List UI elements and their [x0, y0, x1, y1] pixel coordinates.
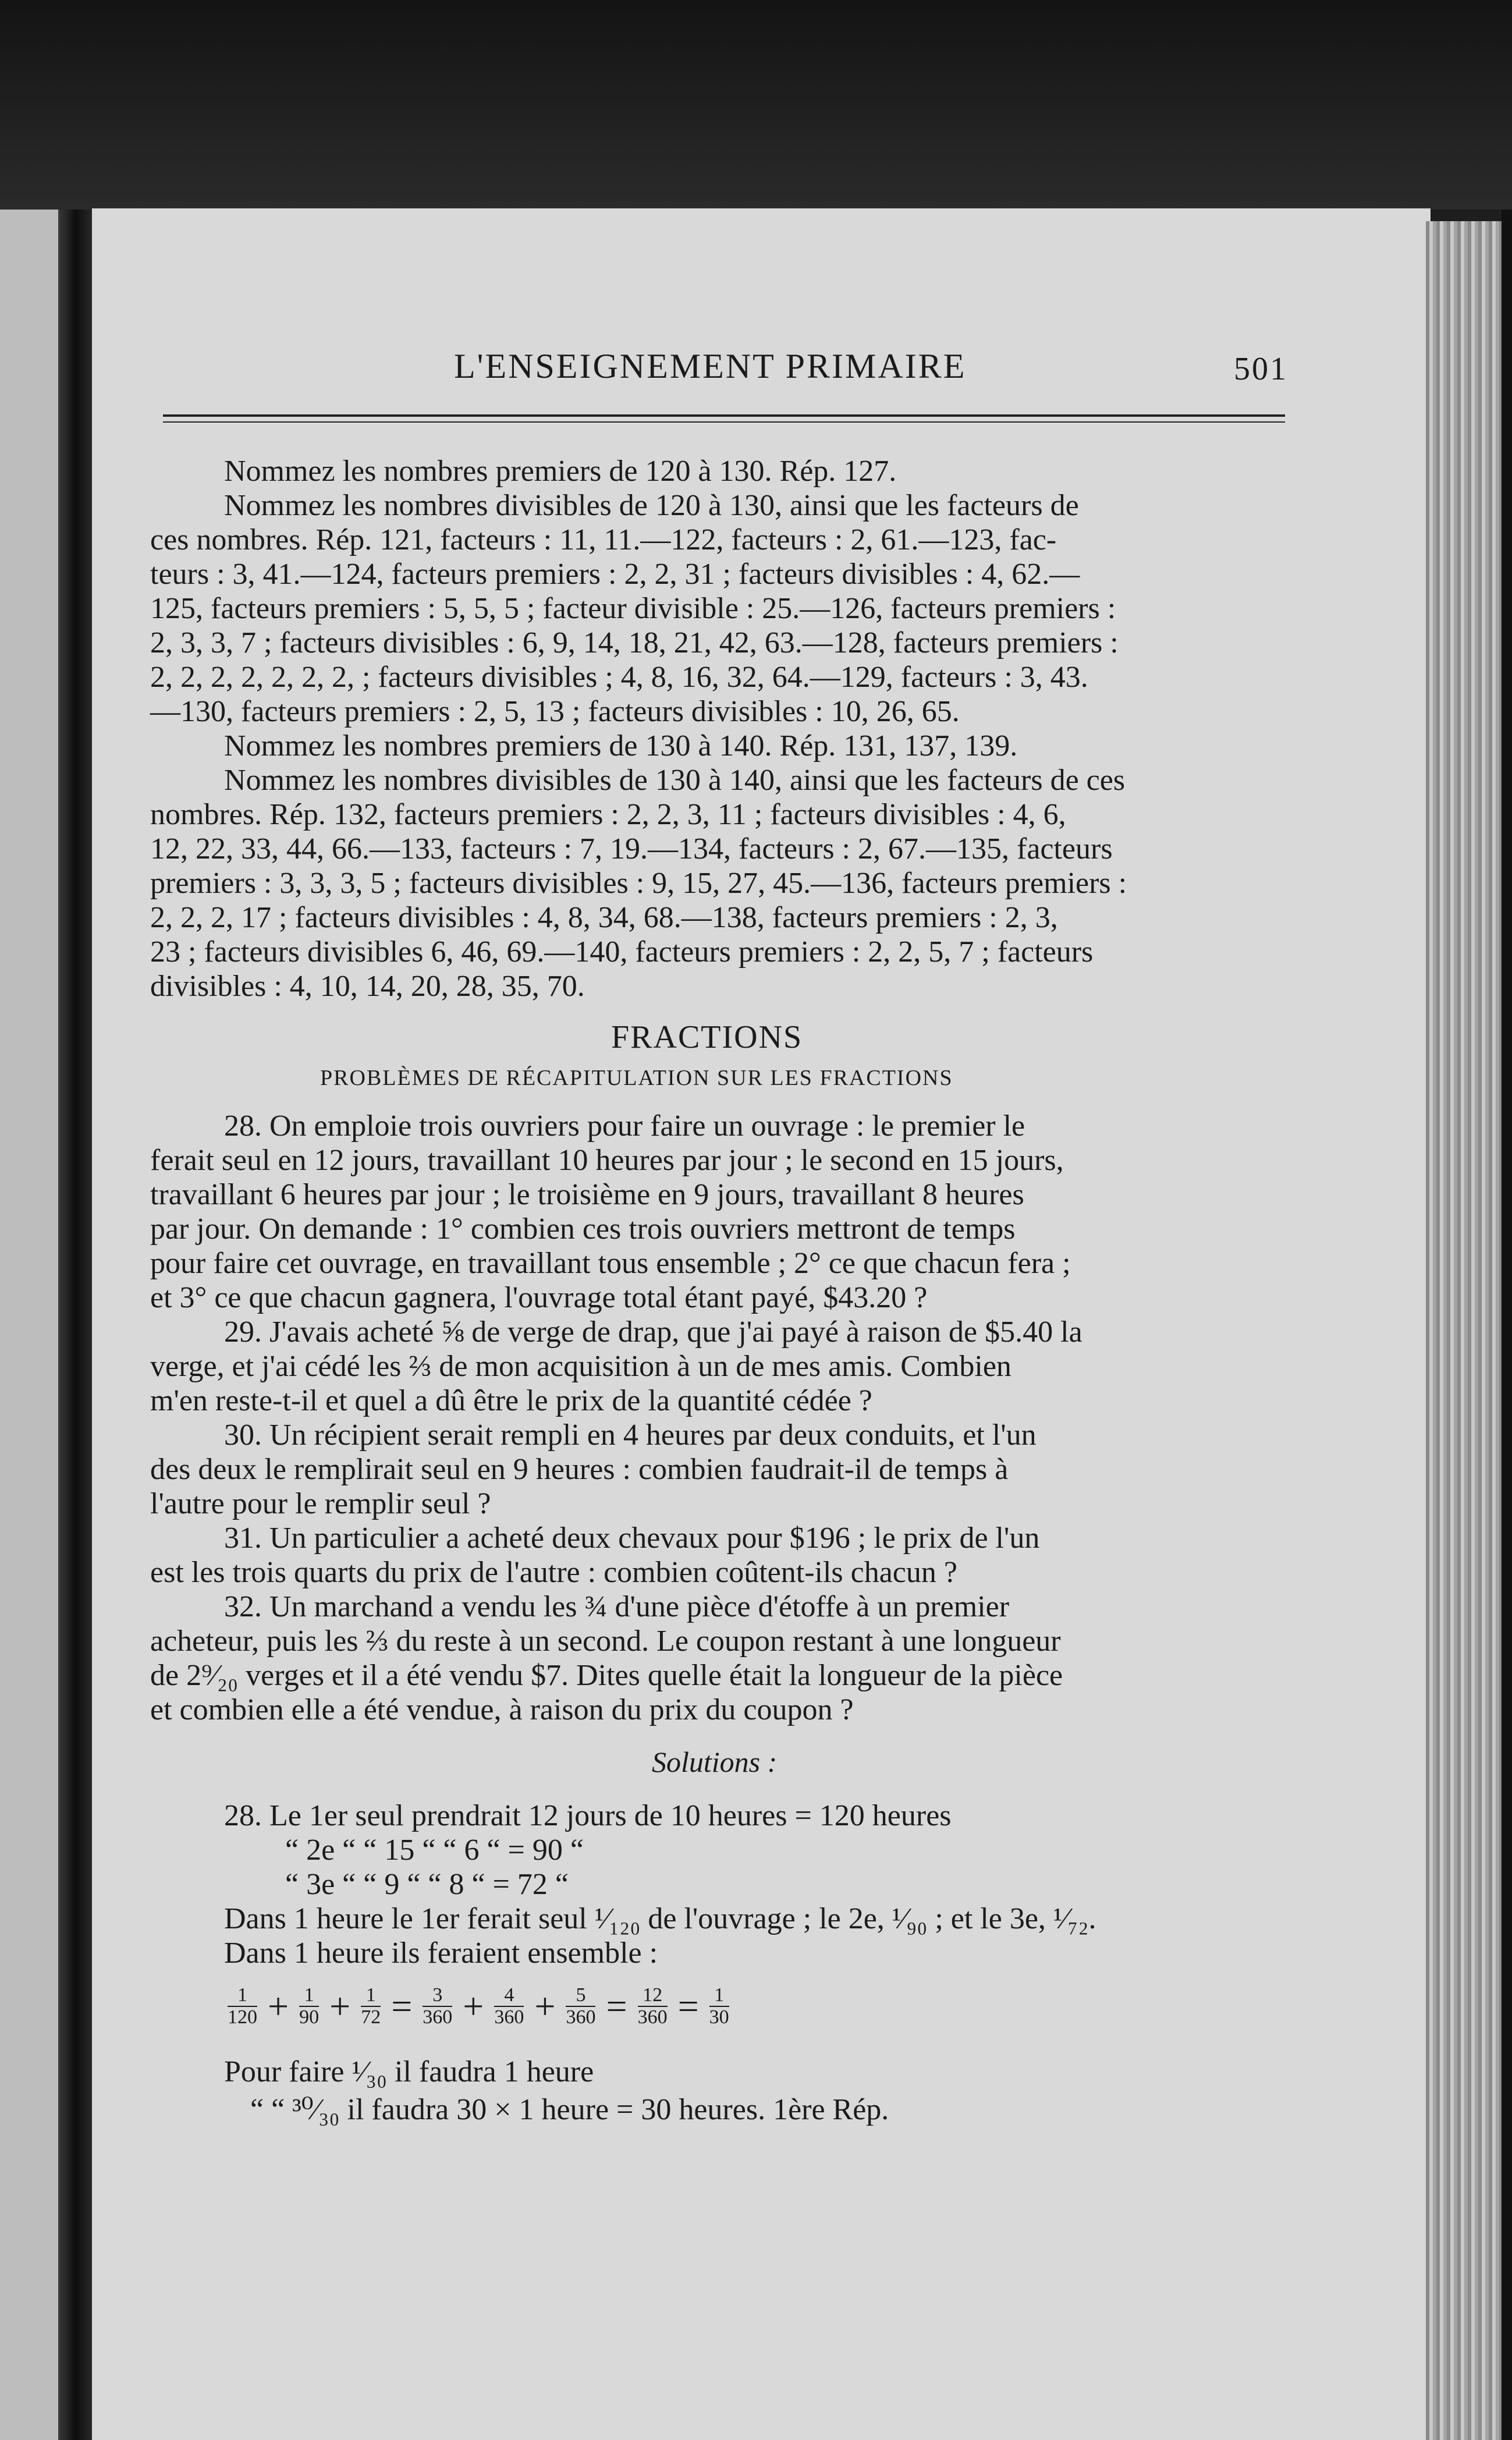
- fraction: [638, 1985, 668, 2028]
- denominator: 360: [494, 2006, 524, 2028]
- denominator: 360: [423, 2006, 453, 2028]
- denominator: 30: [709, 2006, 729, 2028]
- body-line: premiers : 3, 3, 3, 5 ; facteurs divisibles : 9, 15, 27, 45.—136, facteurs premiers :: [150, 867, 1127, 900]
- solutions-title: Solutions :: [652, 1746, 778, 1778]
- fraction: [299, 1985, 319, 2028]
- problem-line: et combien elle a été vendue, à raison du prix du coupon ?: [150, 1693, 854, 1726]
- numerator: 1: [714, 1984, 725, 2006]
- numerator: 1: [365, 1984, 376, 2006]
- problem-line: acheteur, puis les ⅔ du reste à un second. Le coupon restant à une longueur: [150, 1625, 1061, 1658]
- body-line: 125, facteurs premiers : 5, 5, 5 ; facteur divisible : 25.—126, facteurs premiers :: [150, 592, 1116, 625]
- operator: +: [268, 1985, 289, 2027]
- problem-line: m'en reste-t-il et quel a dû être le prix de la quantité cédée ?: [150, 1384, 872, 1417]
- problem-line: par jour. On demande : 1° combien ces trois ouvriers mettront de temps: [150, 1212, 1016, 1246]
- problem-line: 32. Un marchand a vendu les ¾ d'une pièce d'étoffe à un premier: [224, 1590, 1010, 1623]
- problem-line: ferait seul en 12 jours, travaillant 10 heures par jour ; le second en 15 jours,: [150, 1144, 1064, 1177]
- body-line: 2, 3, 3, 7 ; facteurs divisibles : 6, 9, 14, 18, 21, 42, 63.—128, facteurs premiers :: [150, 626, 1119, 659]
- solution-line: 28. Le 1er seul prendrait 12 jours de 10 heures = 120 heures: [224, 1799, 952, 1832]
- operator: +: [329, 1985, 351, 2027]
- problem-line: travaillant 6 heures par jour ; le troisième en 9 jours, travaillant 8 heures: [150, 1178, 1024, 1211]
- numerator: 12: [643, 1984, 663, 2006]
- photo-background-right: [1502, 210, 1512, 2440]
- body-line: nombres. Rép. 132, facteurs premiers : 2, 2, 3, 11 ; facteurs divisibles : 4, 6,: [150, 798, 1066, 831]
- solution-line: Dans 1 heure le 1er ferait seul ¹⁄₁₂₀ de l'ouvrage ; le 2e, ¹⁄₉₀ ; et le 3e, ¹⁄₇₂.: [224, 1902, 1096, 1935]
- body-line: Nommez les nombres divisibles de 130 à 140, ainsi que les facteurs de ces: [224, 764, 1126, 797]
- fraction: [709, 1985, 729, 2028]
- problem-line: l'autre pour le remplir seul ?: [150, 1487, 491, 1520]
- problem-line: 28. On emploie trois ouvriers pour faire un ouvrage : le premier le: [224, 1109, 1025, 1143]
- problem-line: 29. J'avais acheté ⅝ de verge de drap, que j'ai payé à raison de $5.40 la: [224, 1315, 1082, 1349]
- body-line: ces nombres. Rép. 121, facteurs : 11, 11.—122, facteurs : 2, 61.—123, fac-: [150, 523, 1057, 556]
- page-stack-edge: [1426, 221, 1502, 2440]
- operator: +: [534, 1985, 556, 2027]
- running-header: L'ENSEIGNEMENT PRIMAIRE: [454, 347, 967, 385]
- problem-line: 31. Un particulier a acheté deux chevaux pour $196 ; le prix de l'un: [224, 1522, 1040, 1555]
- body-line: —130, facteurs premiers : 2, 5, 13 ; facteurs divisibles : 10, 26, 65.: [150, 695, 960, 728]
- solution-line: “ 3e “ “ 9 “ “ 8 “ = 72 “: [285, 1868, 569, 1901]
- final-line: Pour faire ¹⁄₃₀ il faudra 1 heure: [224, 2055, 594, 2088]
- problem-line: verge, et j'ai cédé les ⅔ de mon acquisition à un de mes amis. Combien: [150, 1350, 1011, 1383]
- body-line: divisibles : 4, 10, 14, 20, 28, 35, 70.: [150, 970, 585, 1003]
- final-line: “ “ ³⁰⁄₃₀ il faudra 30 × 1 heure = 30 heures. 1ère Rép.: [250, 2093, 889, 2126]
- fraction: [494, 1985, 524, 2028]
- problem-line: et 3° ce que chacun gagnera, l'ouvrage total étant payé, $43.20 ?: [150, 1281, 928, 1314]
- problem-line: de 2⁹⁄₂₀ verges et il a été vendu $7. Dites quelle était la longueur de la pièce: [150, 1659, 1063, 1692]
- numerator: 1: [237, 1984, 247, 2006]
- photo-background-top: [0, 0, 1512, 210]
- problem-line: des deux le remplirait seul en 9 heures : combien faudrait-il de temps à: [150, 1453, 1009, 1486]
- fraction: [423, 1985, 452, 2028]
- solution-line: “ 2e “ “ 15 “ “ 6 “ = 90 “: [285, 1833, 584, 1867]
- operator: =: [391, 1985, 413, 2027]
- body-line: 2, 2, 2, 2, 2, 2, 2, ; facteurs divisibles ; 4, 8, 16, 32, 64.—129, facteurs : 3, 43.: [150, 661, 1088, 694]
- body-line: 23 ; facteurs divisibles 6, 46, 69.—140, facteurs premiers : 2, 2, 5, 7 ; facteurs: [150, 935, 1094, 969]
- section-title: FRACTIONS: [611, 1019, 803, 1055]
- denominator: 72: [361, 2006, 381, 2028]
- operator: =: [606, 1985, 627, 2027]
- fraction: [361, 1985, 381, 2028]
- denominator: 360: [637, 2006, 668, 2028]
- header-rule-top: [163, 414, 1285, 417]
- denominator: 90: [299, 2006, 320, 2028]
- header-rule-bottom: [163, 421, 1285, 423]
- facing-page-edge: [0, 210, 58, 2440]
- operator: =: [677, 1985, 699, 2027]
- book-spine: [58, 210, 93, 2440]
- denominator: 120: [228, 2006, 257, 2028]
- numerator: 4: [504, 1984, 514, 2006]
- problem-line: pour faire cet ouvrage, en travaillant tous ensemble ; 2° ce que chacun fera ;: [150, 1247, 1071, 1280]
- problem-line: est les trois quarts du prix de l'autre : combien coûtent-ils chacun ?: [150, 1556, 957, 1589]
- numerator: 1: [304, 1984, 314, 2006]
- body-line: Nommez les nombres premiers de 120 à 130. Rép. 127.: [224, 455, 897, 488]
- numerator: 5: [576, 1984, 586, 2006]
- body-line: 2, 2, 2, 17 ; facteurs divisibles : 4, 8, 34, 68.—138, facteurs premiers : 2, 3,: [150, 901, 1058, 934]
- fraction: [228, 1985, 257, 2028]
- denominator: 360: [566, 2006, 596, 2028]
- numerator: 3: [432, 1984, 443, 2006]
- page-number: 501: [1234, 351, 1288, 387]
- body-line: 12, 22, 33, 44, 66.—133, facteurs : 7, 19.—134, facteurs : 2, 67.—135, facteurs: [150, 832, 1113, 866]
- solution-line: Dans 1 heure ils feraient ensemble :: [224, 1937, 658, 1970]
- fraction: [566, 1985, 595, 2028]
- problem-line: 30. Un récipient serait rempli en 4 heures par deux conduits, et l'un: [224, 1418, 1037, 1452]
- subsection-title: PROBLÈMES DE RÉCAPITULATION SUR LES FRACTIONS: [320, 1066, 953, 1090]
- fraction-equation: [224, 1985, 733, 2028]
- operator: +: [463, 1985, 484, 2027]
- body-line: Nommez les nombres divisibles de 120 à 130, ainsi que les facteurs de: [224, 489, 1079, 522]
- body-line: Nommez les nombres premiers de 130 à 140. Rép. 131, 137, 139.: [224, 729, 1018, 763]
- body-line: teurs : 3, 41.—124, facteurs premiers : 2, 2, 31 ; facteurs divisibles : 4, 62.—: [150, 558, 1080, 591]
